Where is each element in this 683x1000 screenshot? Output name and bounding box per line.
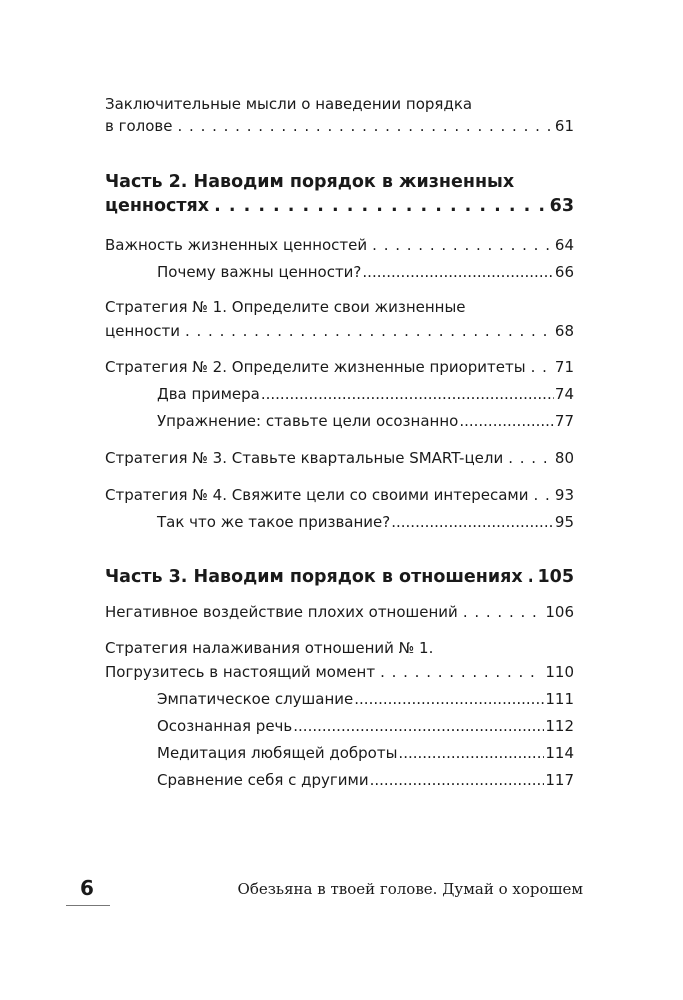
toc-page-number: 74 — [554, 385, 574, 403]
dot-leader — [508, 449, 550, 467]
dot-leader — [185, 322, 550, 340]
toc-entry-title: Упражнение: ставьте цели осознанно — [157, 412, 459, 430]
toc-entry-line — [105, 639, 574, 657]
toc-entry-title: Заключительные мысли о наведении порядка — [105, 95, 473, 113]
toc-subentry-line — [157, 771, 574, 789]
toc-page-number: 111 — [545, 690, 574, 708]
dot-leader — [354, 690, 544, 708]
toc-page-number: 95 — [554, 513, 574, 531]
toc-page-number: 110 — [545, 663, 574, 681]
dot-leader — [214, 196, 545, 216]
toc-page-number: 71 — [554, 358, 574, 376]
toc-subentry-line — [157, 717, 574, 735]
toc-part-line — [105, 172, 574, 192]
dot-leader — [459, 412, 554, 430]
toc-subentry-line — [157, 412, 574, 430]
toc-entry-title: Погрузитесь в настоящий момент — [105, 663, 376, 681]
toc-entry-title: Медитация любящей доброты — [157, 744, 398, 762]
toc-page-number: 61 — [554, 117, 574, 135]
toc-entry-line — [105, 298, 574, 316]
toc-entry-line — [105, 603, 574, 621]
toc-entry-line — [105, 95, 574, 113]
toc-entry-line — [105, 117, 574, 135]
toc-entry-line — [105, 358, 574, 376]
dot-leader — [463, 603, 541, 621]
toc-entry-title: Стратегия № 4. Свяжите цели со своими интересами — [105, 486, 529, 504]
toc-entry-title: Негативное воздействие плохих отношений — [105, 603, 458, 621]
toc-entry-title: Почему важны ценности? — [157, 263, 362, 281]
toc-entry-title: Так что же такое призвание? — [157, 513, 391, 531]
dot-leader — [531, 358, 550, 376]
toc-subentry-line — [157, 690, 574, 708]
dot-leader — [362, 263, 554, 281]
dot-leader — [533, 486, 549, 504]
toc-entry-title: Часть 3. Наводим порядок в отношениях — [105, 567, 523, 587]
dot-leader — [261, 385, 554, 403]
toc-page-number: 114 — [545, 744, 574, 762]
toc-entry-title: Стратегия № 1. Определите свои жизненные — [105, 298, 466, 316]
dot-leader — [178, 117, 550, 135]
toc-part-line — [105, 567, 574, 587]
toc-entry-title: ценностях — [105, 196, 210, 216]
toc-page-number: 68 — [554, 322, 574, 340]
toc-subentry-line — [157, 385, 574, 403]
toc-page-number: 93 — [554, 486, 574, 504]
toc-entry-title: ценности — [105, 322, 180, 340]
toc-page-number: 112 — [545, 717, 574, 735]
toc-entry-line — [105, 486, 574, 504]
dot-leader — [293, 717, 544, 735]
running-title: Обезьяна в твоей голове. Думай о хорошем — [237, 880, 583, 898]
toc-page-number: 80 — [554, 449, 574, 467]
dot-leader — [372, 236, 550, 254]
toc-entry-title: Стратегия налаживания отношений № 1. — [105, 639, 434, 657]
toc-entry-title: Два примера — [157, 385, 260, 403]
dot-leader — [398, 744, 544, 762]
toc-entry-line — [105, 322, 574, 340]
toc-page-number: 66 — [554, 263, 574, 281]
toc-subentry-line — [157, 513, 574, 531]
toc-subentry-line — [157, 263, 574, 281]
toc-entry-title: в голове — [105, 117, 173, 135]
toc-entry-title: Часть 2. Наводим порядок в жизненных — [105, 172, 515, 192]
toc-page-number: 117 — [545, 771, 574, 789]
toc-page-number: 64 — [554, 236, 574, 254]
toc-page-number: 77 — [554, 412, 574, 430]
toc-entry-title: Стратегия № 2. Определите жизненные приоритеты — [105, 358, 526, 376]
toc-entry-line — [105, 663, 574, 681]
page-number: 6 — [80, 876, 94, 900]
toc-entry-title: Стратегия № 3. Ставьте квартальные SMART-цели — [105, 449, 504, 467]
dot-leader — [528, 567, 533, 587]
toc-entry-title: Важность жизненных ценностей — [105, 236, 368, 254]
dot-leader — [370, 771, 545, 789]
toc-page-number: 105 — [537, 567, 574, 587]
dot-leader — [391, 513, 554, 531]
toc-entry-line — [105, 236, 574, 254]
footer-rule — [66, 905, 110, 906]
toc-part-line — [105, 196, 574, 216]
toc-entry-line — [105, 449, 574, 467]
toc-subentry-line — [157, 744, 574, 762]
toc-entry-title: Осознанная речь — [157, 717, 293, 735]
toc-entry-title: Эмпатическое слушание — [157, 690, 354, 708]
toc-page-number: 63 — [549, 196, 574, 216]
toc-entry-title: Сравнение себя с другими — [157, 771, 369, 789]
dot-leader — [380, 663, 540, 681]
toc-page-number: 106 — [545, 603, 574, 621]
